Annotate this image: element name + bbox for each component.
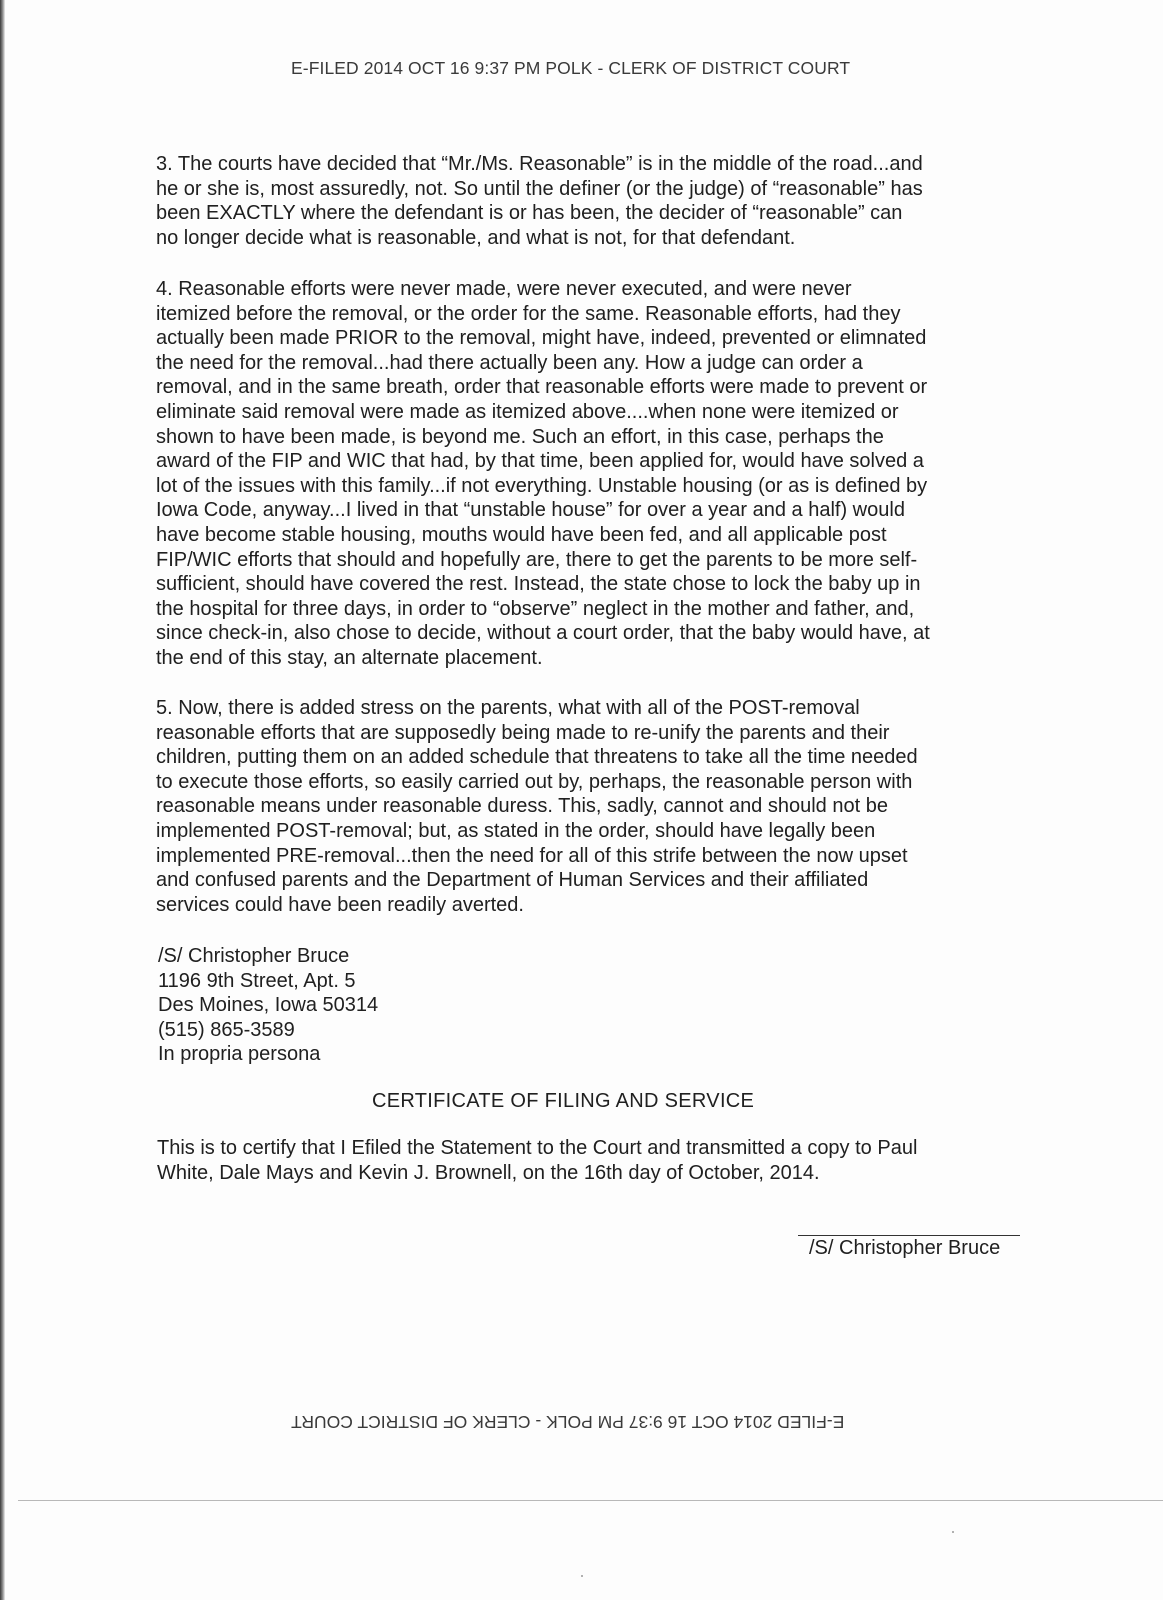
certificate-text: This is to certify that I Efiled the Statement to the Court and transmitted a copy to Paul White, Dale Mays and Kevin J. Brownell, on the 16th day of October, 2014. [157, 1137, 918, 1184]
certificate-heading: CERTIFICATE OF FILING AND SERVICE [372, 1090, 755, 1112]
paragraph-4-text: 4. Reasonable efforts were never made, were never executed, and were never itemized before the removal, or the order for the same. Reasonable efforts, had they actually been made PRIOR to the removal, might have, indeed, prevented or elimnated the need for the removal...had there actually been any. How a judge can order a removal, and in the same breath, order that reasonable efforts were made to prevent or eliminate said removal were made as itemized above....when none were itemized or shown to have been made, is beyond me. Such an effort, in this case, perhaps the award of the FIP and WIC that had, by that time, been applied for, would have solved a lot of the issues with this family...if not everything. Unstable housing (or as is defined by Iowa Code, anyway...I lived in that “unstable house” for over a year and a half) would have become stable housing, mouths would have been fed, and all applicable post FIP/WIC efforts that should and hopefully are, there to get the parents to be more self- sufficient, should have covered the rest. Instead, the state chose to lock the baby up in the hospital for three days, in order to “observe” neglect in the mother and father, and, since check-in, also chose to decide, without a court order, that the baby would have, at the end of this stay, an alternate placement. [156, 278, 930, 669]
scan-edge-shadow [0, 0, 5, 1600]
signer-name: /S/ Christopher Bruce [158, 945, 350, 967]
paragraph-4 [156, 277, 1026, 671]
paragraph-3 [156, 152, 1026, 250]
signature-block [158, 944, 378, 1067]
signer-city: Des Moines, Iowa 50314 [158, 994, 379, 1017]
signer-phone: (515) 865-3589 [158, 1018, 295, 1041]
scan-speck [581, 1575, 583, 1577]
paragraph-5-text: 5. Now, there is added stress on the parents, what with all of the POST-removal reasonable efforts that are supposedly being made to re-unify the parents and their children, putting them on an added schedule that threatens to take all the time needed to execute those efforts, so easily carried out by, perhaps, the reasonable person with reasonable means under reasonable duress. This, sadly, cannot and should not be implemented POST-removal; but, as stated in the order, should have legally been implemented PRE-removal...then the need for all of this strife between the now upset and confused parents and the Department of Human Services and their affiliated services could have been readily averted. [156, 697, 918, 916]
efiled-header-stamp: E-FILED 2014 OCT 16 9:37 PM POLK - CLERK OF DISTRICT COURT [291, 58, 851, 78]
signer-capacity: In propria persona [158, 1043, 321, 1066]
paragraph-5 [156, 696, 1026, 917]
paragraph-3-text: 3. The courts have decided that “Mr./Ms. Reasonable” is in the middle of the road...and he or she is, most assuredly, not. So until the definer (or the judge) of “reasonable” has been EXACTLY where the defendant is or has been, the decider of “reasonable” can no longer decide what is reasonable, and what is not, for that defendant. [156, 153, 923, 249]
signature-line [798, 1235, 1020, 1236]
scan-fold-line [18, 1500, 1163, 1501]
certificate-signature: /S/ Christopher Bruce [809, 1237, 1001, 1259]
efiled-footer-stamp-upside-down: E-FILED 2014 OCT 16 9:37 PM POLK - CLERK OF DISTRICT COURT [291, 1412, 845, 1432]
scan-speck [952, 1531, 954, 1533]
signer-address: 1196 9th Street, Apt. 5 [158, 969, 356, 992]
